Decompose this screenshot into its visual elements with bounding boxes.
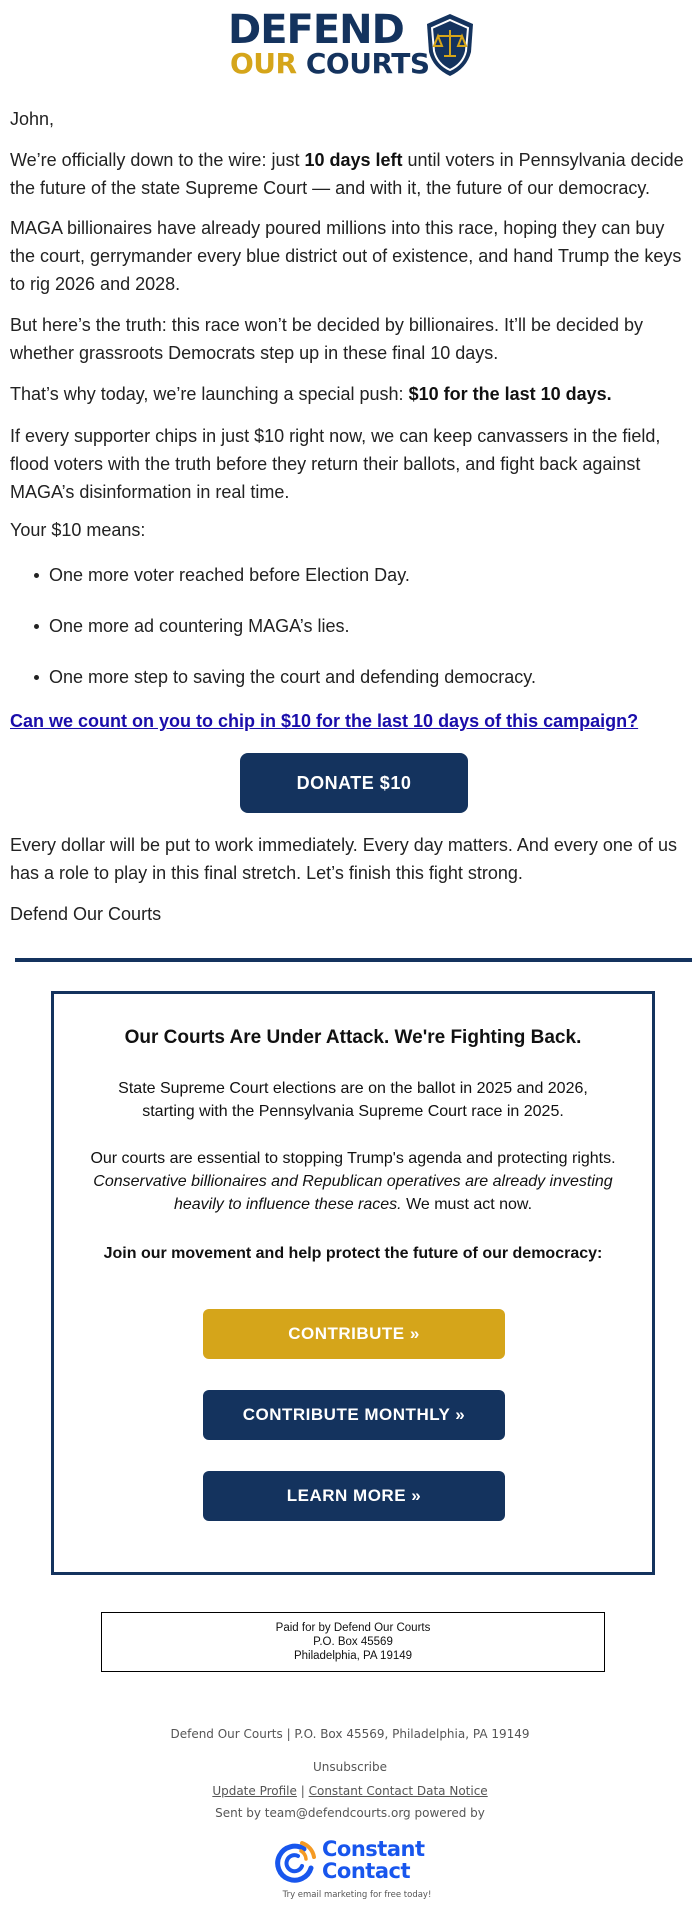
constant-contact-logo[interactable] — [272, 1836, 442, 1904]
logo-our: OUR — [230, 47, 297, 80]
logo-courts: COURTS — [305, 47, 430, 80]
footer-separator: | — [300, 1784, 305, 1798]
defend-our-courts-logo — [228, 8, 478, 86]
cc-line1: Constant — [322, 1837, 425, 1861]
logo-line1: DEFEND — [228, 7, 404, 53]
shield-scales-icon — [423, 12, 477, 78]
sent-by: Sent by team@defendcourts.org powered by — [215, 1806, 485, 1820]
greeting: John, — [10, 109, 55, 129]
promo-paragraph-2: Our courts are essential to stopping Trump's agenda and protecting rights. Conservative billionaires and Republican operatives are already investing heavily to influence these races. We must act now. — [90, 1150, 616, 1213]
paragraph-3: But here’s the truth: this race won’t be decided by billionaires. It’ll be decided by whether grassroots Democrats step up in these final 10 days. — [10, 315, 644, 363]
paid-for-disclaimer — [101, 1612, 605, 1672]
data-notice-link[interactable]: Constant Contact Data Notice — [308, 1784, 488, 1798]
paid-for-line: P.O. Box 45569 — [313, 1636, 393, 1648]
means-heading: Your $10 means: — [10, 520, 146, 540]
paid-for-line: Paid for by Defend Our Courts — [275, 1622, 431, 1634]
chip-in-link[interactable]: Can we count on you to chip in $10 for the last 10 days of this campaign? — [10, 711, 639, 731]
divider — [15, 958, 692, 962]
promo-join: Join our movement and help protect the future of our democracy: — [103, 1245, 603, 1262]
promo-heading: Our Courts Are Under Attack. We're Fighting Back. — [124, 1027, 582, 1048]
learn-more-button[interactable]: LEARN MORE » — [203, 1471, 505, 1521]
paragraph-6: Every dollar will be put to work immediately. Every day matters. And every one of us has a role to play in this final stretch. Let’s finish this fight strong. — [10, 835, 677, 883]
signature: Defend Our Courts — [10, 904, 162, 924]
unsubscribe-link[interactable]: Unsubscribe — [313, 1760, 387, 1774]
paragraph-2: MAGA billionaires have already poured millions into this race, hoping they can buy the court, gerrymander every blue district out of existence, and hand Trump the keys to rig 2026 and 2028. — [10, 218, 682, 294]
paid-for-line: Philadelphia, PA 19149 — [293, 1650, 413, 1662]
paragraph-4: That’s why today, we’re launching a special push: $10 for the last 10 days. — [10, 384, 612, 404]
footer-address: Defend Our Courts | P.O. Box 45569, Philadelphia, PA 19149 — [170, 1727, 530, 1741]
contribute-button[interactable]: CONTRIBUTE » — [203, 1309, 505, 1359]
paragraph-1: We’re officially down to the wire: just 10 days left until voters in Pennsylvania decide the future of the state Supreme Court — and with it, the future of our democracy. — [10, 150, 684, 198]
list-item: One more ad countering MAGA’s lies. — [49, 612, 349, 640]
list-item: One more step to saving the court and defending democracy. — [49, 663, 536, 691]
contribute-monthly-button[interactable]: CONTRIBUTE MONTHLY » — [203, 1390, 505, 1440]
promo-paragraph-1: State Supreme Court elections are on the ballot in 2025 and 2026, starting with the Pennsylvania Supreme Court race in 2025. — [118, 1080, 588, 1120]
donate-10-button[interactable]: DONATE $10 — [240, 753, 468, 813]
promo-box — [51, 991, 655, 1575]
cc-line2: Contact — [322, 1859, 410, 1883]
constant-contact-icon — [274, 1840, 318, 1884]
cc-tagline: Try email marketing for free today! — [282, 1890, 432, 1900]
update-profile-link[interactable]: Update Profile — [212, 1784, 297, 1798]
paragraph-5: If every supporter chips in just $10 right now, we can keep canvassers in the field, flood voters with the truth before they return their ballots, and fight back against MAGA’s disinformation in real time. — [10, 426, 661, 502]
list-item: One more voter reached before Election Day. — [49, 561, 410, 589]
